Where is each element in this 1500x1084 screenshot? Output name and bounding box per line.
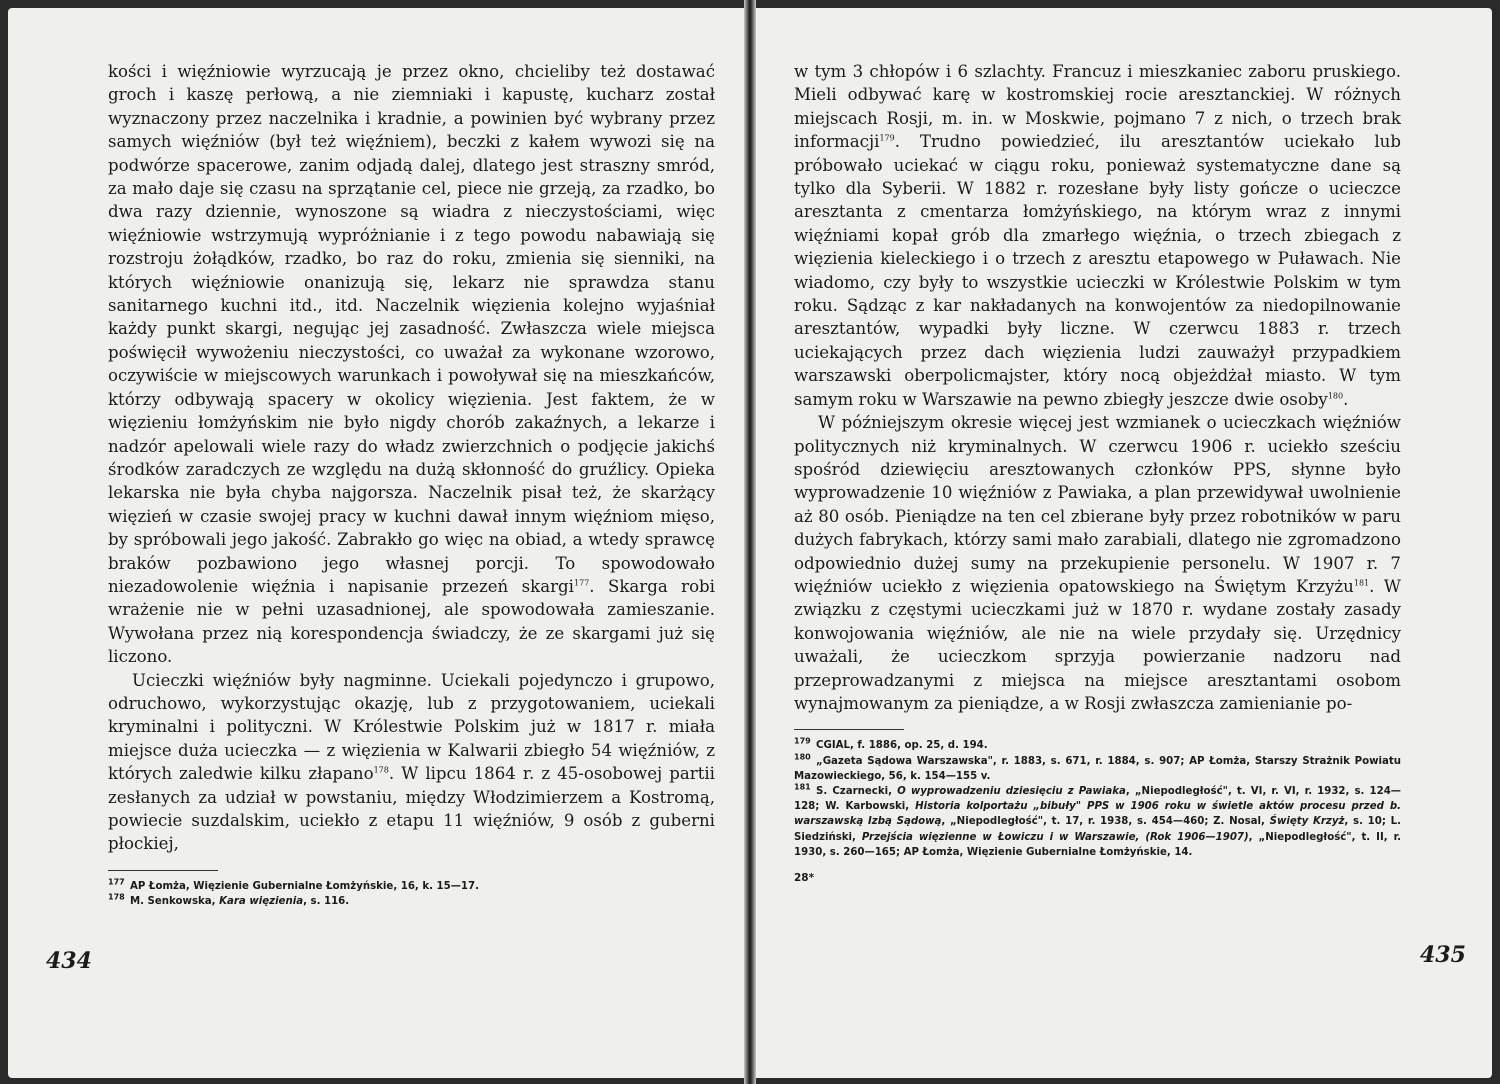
footnote-text: M. Senkowska, bbox=[130, 896, 220, 908]
footnote-text: AP Łomża, Więzienie Gubernialne Łomżyńskie, 16, k. 15—17. bbox=[130, 880, 479, 892]
footnote-181 bbox=[794, 784, 1401, 860]
right-paragraph-1-text: w tym 3 chłopów i 6 szlachty. Francuz i mieszkaniec zaboru pruskiego. Mieli odbywać karę w kostromskiej rocie aresztanckiej. W różnych miejscach Rosji, m. in. w Moskwie, pojmano 7 z nich, o trzech brak informacji bbox=[794, 62, 1401, 152]
footnote-ref-179: 179 bbox=[879, 133, 895, 143]
footnote-text: , „Niepodległość", t. VI, r. VI, r. 1932, s. 124—128; W. Karbowski, bbox=[794, 785, 1401, 813]
footnote-rule bbox=[794, 729, 904, 730]
footnote-178 bbox=[108, 894, 715, 909]
footnote-title: O wyprowadzeniu dziesięciu z Pawiaka bbox=[897, 785, 1126, 797]
printer-signature: 28* bbox=[794, 872, 815, 884]
footnote-number: 178 bbox=[108, 892, 125, 902]
left-paragraph-2-text: Ucieczki więźniów były nagminne. Uciekali pojedynczo i grupowo, odruchowo, wykorzystując okazję, lub z przygotowaniem, uciekali kryminalni i polityczni. W Królestwie Polskim już w 1817 r. miała miejsce duża ucieczka — z więzienia w Kalwarii zbiegło 54 więźniów, z których zaledwie kilku złapano bbox=[108, 670, 715, 784]
left-paragraph-1 bbox=[108, 60, 715, 669]
left-paragraph-2 bbox=[108, 669, 715, 856]
footnote-text: S. Czarnecki, bbox=[816, 785, 898, 797]
footnote-text: , s. 10; L. Siedziński, bbox=[794, 816, 1401, 843]
right-text-column bbox=[794, 60, 1401, 884]
footnote-title: Przejścia więzienne w Łowiczu i w Warszawie, (Rok 1906—1907) bbox=[861, 831, 1249, 843]
footnote-title: Kara więzienia bbox=[219, 896, 304, 908]
footnote-177 bbox=[108, 879, 715, 894]
footnote-ref-177: 177 bbox=[573, 578, 590, 588]
footnote-number: 180 bbox=[794, 752, 811, 762]
footnote-text: „Gazeta Sądowa Warszawska", r. 1883, s. 671, r. 1884, s. 907; AP Łomża, Starszy Strażnik Powiatu Mazowieckiego, 56, k. 154—155 v. bbox=[794, 755, 1401, 782]
footnote-text: , „Niepodległość", t. 17, r. 1938, s. 454—460; Z. Nosal, bbox=[941, 816, 1270, 828]
footnote-number: 177 bbox=[108, 877, 125, 887]
footnote-text: , s. 116. bbox=[303, 896, 350, 908]
right-paragraph-2 bbox=[794, 411, 1401, 715]
footnote-number: 179 bbox=[794, 736, 811, 746]
right-paragraph-1 bbox=[794, 60, 1401, 411]
footnote-title: Historia kolportażu „bibuły" PPS w 1906 roku w świetle aktów procesu przed b. warszawską Izbą Sądową bbox=[794, 801, 1402, 828]
right-paragraph-2-text: W późniejszym okresie więcej jest wzmianek o ucieczkach więźniów politycznych niż kryminalnych. W czerwcu 1906 r. uciekło sześciu spośród dziewięciu aresztowanych członków PPS, słynne było wyprowadzenie 10 więźniów z Pawiaka, a plan przewidywał uwolnienie aż 80 osób. Pieniądze na ten cel zbierane były przez robotników w paru dużych fabrykach, którzy sami mało zarabiali, dlatego nie zgromadzono odpowiednio dużej sumy na przekupienie personelu. W 1907 r. 7 więźniów uciekło z więzienia opatowskiego na Świętym Krzyżu bbox=[794, 413, 1401, 596]
left-paragraph-1-end: . Skarga robi wrażenie nie w pełni uzasadnionej, ale spowodowała zamieszanie. Wywołana przez nią korespondencja świadczy, że ze skargami już się liczono. bbox=[108, 576, 715, 667]
page-number-left: 434 bbox=[46, 948, 92, 974]
footnote-title: Święty Krzyż bbox=[1269, 816, 1345, 828]
right-paragraph-2-end: . W związku z częstymi ucieczkami już w 1870 r. wydane zostały zasady konwojowania więźniów, ale nie na wiele przydały się. Urzędnicy uważali, że ucieczkom sprzyja powierzanie nadzoru nad przeprowadzanymi z miejsca na miejsce aresztantami osobom wynajmowanym za pieniądze, a w Rosji zwłaszcza zamienianie po- bbox=[794, 576, 1401, 713]
footnote-rule bbox=[108, 870, 218, 871]
left-paragraph-1-text: kości i więźniowie wyrzucają je przez okno, chcieliby też dostawać groch i kaszę perłową, a nie ziemniaki i kapustę, kucharz został wyznaczony przez naczelnika i kradnie, a powinien być wybrany przez samych więźniów (był też więźniem), beczki z kałem wywozi się na podwórze spacerowe, zanim odjadą dalej, dlatego jest straszny smród, za mało daje się czasu na sprzątanie cel, piece nie grzeją, za rzadko, bo dwa razy dziennie, wynoszone są wiadra z nieczystościami, więc więźniowie wstrzymują wypróżnianie i z tego powodu nabawiają się rozstroju żołądków, rzadko, bo raz do roku, zmienia się sienniki, na których więźniowie onanizują się, lekarz nie sprawdza stanu sanitarnego kuchni itd., itd. Naczelnik więzienia kolejno wyjaśniał każdy punkt skargi, negując jej zasadność. Zwłaszcza wiele miejsca poświęcił wywożeniu nieczystości, co uważał za wykonane wzorowo, oczywiście w miejscowych warunkach i powoływał się na mieszkańców, którzy odbywają spacery w okolicy więzienia. Jest faktem, że w więzieniu łomżyńskim nie było nigdy chorób zakaźnych, a lekarze i nadzór apelowali wiele razy do władz zwierzchnich o podjęcie jakichś środków zaradczych ze względu na dużą skłonność do gruźlicy. Opieka lekarska nie była chyba najgorsza. Naczelnik pisał też, że skarżący więzień w czasie swojej pracy w kuchni dawał innym więźniom mięso, by spróbowali jego jakość. Zabrakło go więc na obiad, a wtedy sprawcę braków pozbawiono jego własnej porcji. To spowodowało niezadowolenie więźnia i napisanie przezeń skargi bbox=[108, 62, 715, 596]
footnote-text: , „Niepodległość", t. II, r. 1930, s. 260—165; AP Łomża, Więzienie Gubernialne Łomżyńskie, 14. bbox=[794, 831, 1402, 858]
footnote-ref-181: 181 bbox=[1353, 578, 1370, 588]
left-page bbox=[8, 8, 744, 1078]
left-paragraph-2-end: . W lipcu 1864 r. z 45-osobowej partii zesłanych za udział w powstaniu, między Włodzimierzem a Kostromą, powiecie suzdalskim, uciekło z etapu 11 więźniów, 9 osób z guberni płockiej, bbox=[108, 764, 715, 854]
footnote-179 bbox=[794, 738, 1401, 753]
right-paragraph-1-text: . Trudno powiedzieć, ilu aresztantów uciekało lub próbowało uciekać w ciągu roku, ponieważ systematyczne dane są tylko dla Syberii. W 1882 r. rozesłane były listy gończe o ucieczce aresztanta z cmentarza łomżyńskiego, na którym wraz z innymi więźniami kopał grób dla zmarłego więźnia, o trzech zbiegach z więzienia kieleckiego i o trzech z aresztu etapowego w Puławach. Nie wiadomo, czy były to wszystkie ucieczki w Królestwie Polskim w tym roku. Sądząc z kar nakładanych na konwojentów za niedopilnowanie aresztantów, wypadki były liczne. W czerwcu 1883 r. trzech uciekających przez dach więzienia ludzi zauważył przypadkiem warszawski oberpolicmajster, który nocą objeżdżał miasto. W tym samym roku w Warszawie na pewno zbiegły jeszcze dwie osoby bbox=[794, 132, 1401, 409]
right-page bbox=[756, 8, 1492, 1078]
right-paragraph-1-end: . bbox=[1343, 389, 1349, 409]
footnote-180 bbox=[794, 754, 1401, 784]
book-gutter bbox=[744, 0, 756, 1084]
footnote-ref-180: 180 bbox=[1327, 391, 1344, 401]
footnote-number: 181 bbox=[794, 782, 811, 792]
footnote-text: CGIAL, f. 1886, op. 25, d. 194. bbox=[816, 740, 988, 752]
page-number-right: 435 bbox=[1420, 942, 1466, 968]
footnote-ref-178: 178 bbox=[373, 765, 389, 775]
left-text-column bbox=[108, 60, 715, 909]
